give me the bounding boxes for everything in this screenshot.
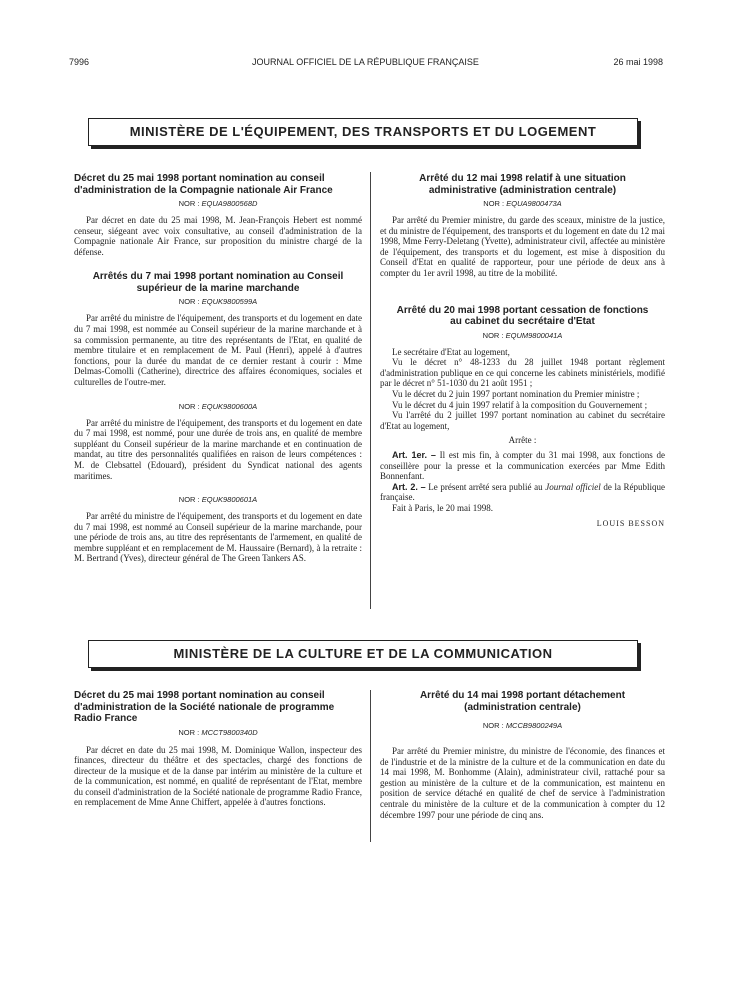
visa-line: Vu le décret du 4 juin 1997 relatif à la composition du Gouvernement ;	[392, 399, 648, 410]
decret-air-france-text: Par décret en date du 25 mai 1998, M. Jean-François Hebert est nommé censeur, siégeant avec voix consultative, au conseil d'administration de la Compagnie nationale Air France, sur proposition du ministre chargé de la défense.	[74, 215, 362, 257]
arrete-marine-text-1: Par arrêté du ministre de l'équipement, des transports et du logement en date du 7 mai 1998, est nommée au Conseil supérieur de la marine marchande et à sa commission permanente, au titre des représentants de l'Etat, en qualité de membre titulaire et en remplacement de M. Paul (Henri), appelé à d'autres fonctions, pour la durée du mandat de ce dernier restant à courir : Mme Delmas-Comolli (Catherine), directrice des affaires économiques, sociales et culturelles de l'outre-mer.	[74, 313, 362, 387]
nor-line: NOR : MCCT9800340D	[178, 727, 258, 737]
nor-line: NOR : EQUM9800041A	[482, 330, 563, 340]
signature-name: LOUIS BESSON	[596, 519, 665, 529]
page-number: 7996	[69, 57, 90, 67]
article-2: Art. 2. – Le présent arrêté sera publié au Journal officiel de la République française.	[380, 481, 666, 503]
decret-radio-france-text: Par décret en date du 25 mai 1998, M. Dominique Wallon, inspecteur des finances, directeur du théâtre et des spectacles, chargé des fonctions de directeur de la musique et de la danse par intérim au ministère de la culture et de la communication, est nommé, en qualité de représentant de l'Etat, membre du conseil d'administration de la Société nationale de programme Radio France, en remplacement de Mme Anne Chiffert, appelée à d'autres fonctions.	[74, 744, 362, 808]
issue-date: 26 mai 1998	[613, 57, 663, 67]
arrete-word: Arrête :	[508, 435, 537, 446]
section2-left-column	[74, 690, 362, 808]
section-title-equipement: MINISTÈRE DE L'ÉQUIPEMENT, DES TRANSPORTS ET DU LOGEMENT	[88, 118, 638, 146]
arretes-marine-title: Arrêtés du 7 mai 1998 portant nomination au Conseil supérieur de la marine marchande	[92, 271, 344, 294]
article-1: Art. 1er. – Il est mis fin, à compter du 31 mai 1998, aux fonctions de conseillère pour la presse et la communication exercées par Mme Edith Bonnenfant.	[380, 449, 665, 482]
nor-line: NOR : EQUK9800600A	[178, 401, 258, 411]
column-divider	[370, 690, 371, 842]
decret-air-france-title: Décret du 25 mai 1998 portant nomination au conseil d'administration de la Compagnie nationale Air France	[74, 173, 333, 196]
nor-line: NOR : EQUK9800599A	[178, 297, 258, 307]
visa-line: Vu l'arrêté du 2 juillet 1997 portant nomination au cabinet du secrétaire d'Etat au logement,	[380, 410, 665, 431]
nor-line: NOR : EQUA9800473A	[483, 199, 562, 208]
column-divider	[370, 172, 371, 609]
nor-line: NOR : MCCB9800249A	[482, 721, 563, 730]
visa-line: Le secrétaire d'Etat au logement,	[392, 346, 510, 357]
nor-line: NOR : EQUK9800601A	[178, 495, 258, 505]
signing-place-date: Fait à Paris, le 20 mai 1998.	[392, 502, 493, 513]
journal-title: JOURNAL OFFICIEL DE LA RÉPUBLIQUE FRANÇAISE	[252, 57, 479, 67]
arrete-cessation-title: Arrêté du 20 mai 1998 portant cessation de fonctions au cabinet du secrétaire d'Etat	[396, 304, 649, 328]
visa-line: Vu le décret n° 48-1233 du 28 juillet 1948 portant règlement d'administration publique en ce qui concerne les cabinets ministériels, modifié par le décret n° 51-1030 du 21 août 1951 ;	[380, 357, 665, 389]
arrete-situation-title: Arrêté du 12 mai 1998 relatif à une situation administrative (administration centrale)	[419, 173, 626, 196]
decret-radio-france-title: Décret du 25 mai 1998 portant nomination au conseil d'administration de la Société nationale de programme Radio France	[74, 690, 335, 724]
visa-line: Vu le décret du 2 juin 1997 portant nomination du Premier ministre ;	[392, 388, 640, 399]
arrete-detachement-text: Par arrêté du Premier ministre, du ministre de l'économie, des finances et de l'industrie et de la ministre de la culture et de la communication en date du 14 mai 1998, M. Bonhomme (Alain), administrateur civil, rattaché pour sa gestion au ministère de la culture et de la communication, est maintenu en position de service détaché en qualité de chef de service à l'administration centrale du ministère de la culture et de la communication à compter du 12 décembre 1997 pour une période de cinq ans.	[380, 746, 665, 820]
arrete-marine-text-3: Par arrêté du ministre de l'équipement, des transports et du logement en date du 7 mai 1998, est nommé au Conseil supérieur de la marine marchande, pour une période de trois ans, au titre des représentants de l'armement, en qualité de membre suppléant et en remplacement de M. Haussaire (Bernard), à la retraite : M. Bertrand (Yves), directeur général de The Green Tankers AS.	[74, 511, 362, 564]
nor-line: NOR : EQUA9800568D	[178, 199, 258, 208]
arrete-situation-text: Par arrêté du Premier ministre, du garde des sceaux, ministre de la justice, et du ministre de l'équipement, des transports et du logement en date du 12 mai 1998, Mme Ferry-Deletang (Yvette), administrateur civil, affectée au ministère de l'équipement, des transports et du logement, est mise à disposition du Conseil d'Etat en qualité de rapporteur, pour une période de deux ans à compter du 1er avril 1998, au titre de la mobilité.	[380, 215, 665, 278]
section1-left-column	[74, 173, 362, 564]
section1-right-column	[380, 173, 665, 528]
section-title-culture: MINISTÈRE DE LA CULTURE ET DE LA COMMUNICATION	[88, 640, 638, 668]
arrete-detachement-title: Arrêté du 14 mai 1998 portant détachement (administration centrale)	[419, 690, 626, 713]
section2-right-column	[380, 690, 665, 820]
arrete-marine-text-2: Par arrêté du ministre de l'équipement, des transports et du logement en date du 7 mai 1998, est nommé, pour une durée de trois ans, en qualité de membre suppléant du Conseil supérieur de la marine marchande et en continuation de mandat, au titre des personnalités qualifiées en raison de leurs compétences : M. de Clebsattel (Edouard), président du Syndicat national des agents maritimes.	[74, 417, 362, 481]
